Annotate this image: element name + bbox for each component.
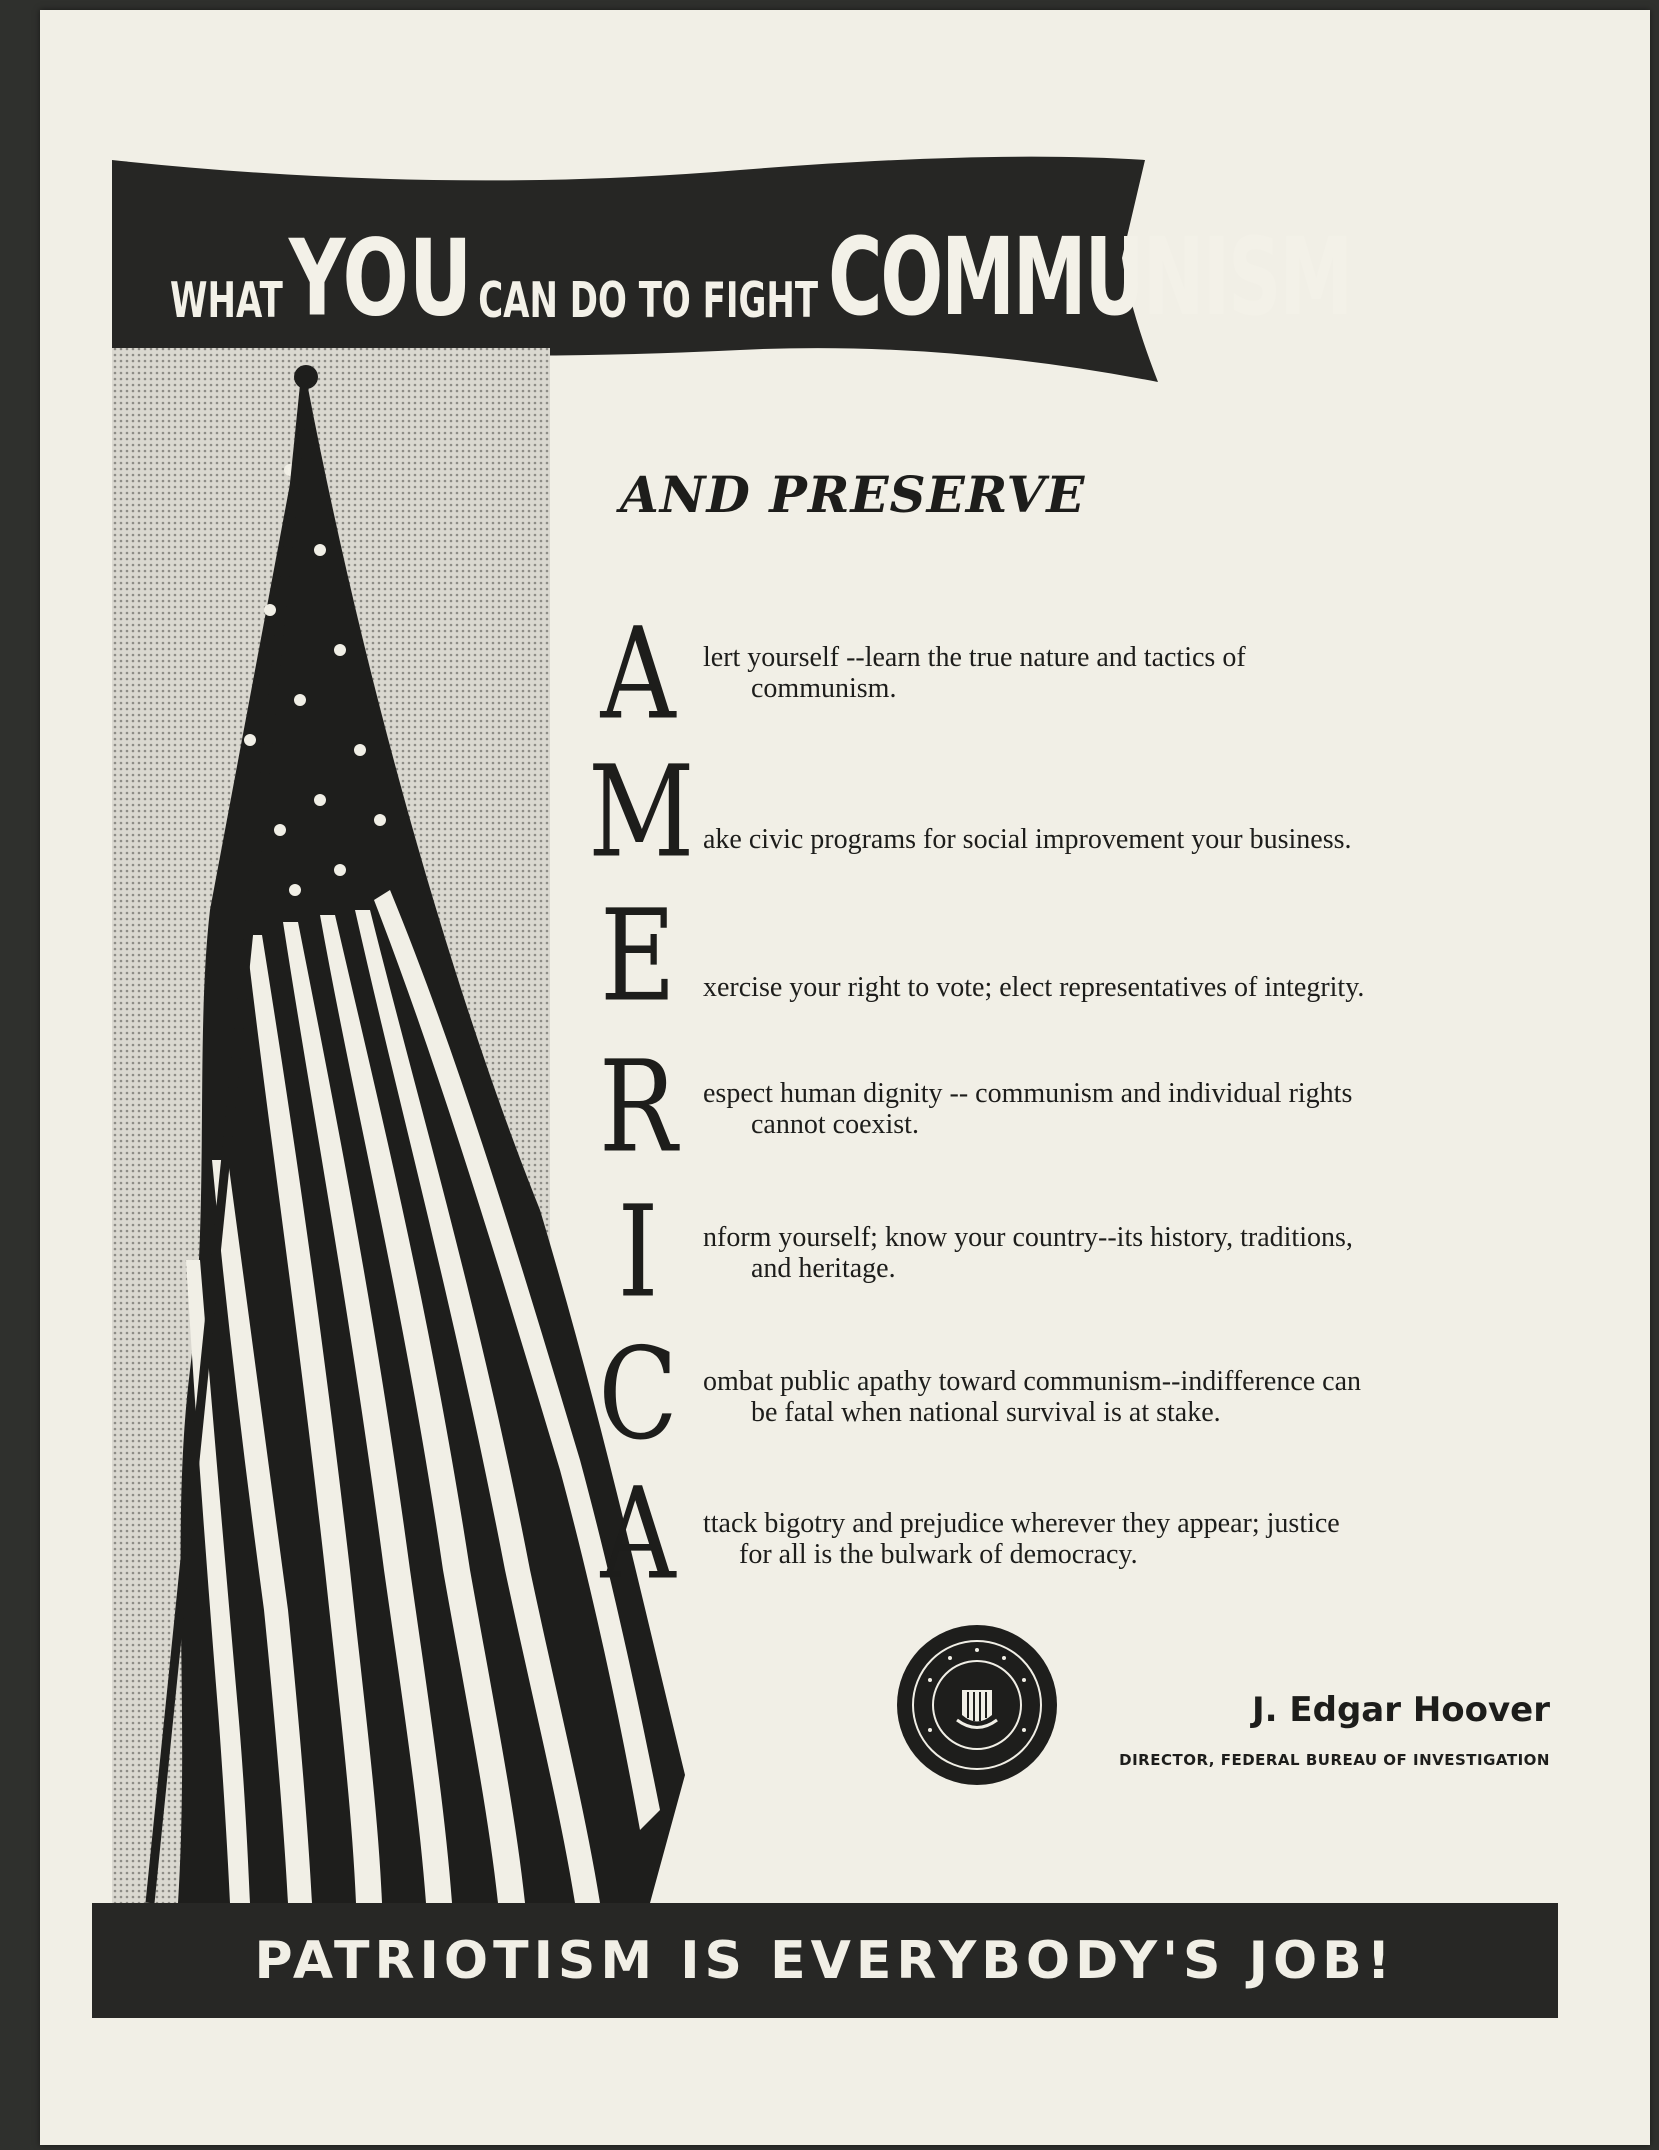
acrostic-letter: M bbox=[588, 737, 695, 886]
acrostic-text: lert yourself --learn the true nature and tactics of communism. bbox=[703, 642, 1246, 704]
acrostic-letter: I bbox=[617, 1177, 659, 1326]
header-communism: COMMUNISM bbox=[828, 215, 1352, 340]
acrostic-text: nform yourself; know your country--its history, traditions, and heritage. bbox=[703, 1222, 1353, 1284]
header-you: YOU bbox=[288, 218, 473, 340]
footer-slogan: PATRIOTISM IS EVERYBODY'S JOB! bbox=[254, 1930, 1396, 1991]
header-what: WHAT bbox=[170, 272, 283, 330]
leaflet-page bbox=[40, 10, 1650, 2145]
acrostic-text: ttack bigotry and prejudice wherever they appear; justice for all is the bulwark of democracy. bbox=[703, 1508, 1340, 1570]
acrostic-letter: R bbox=[598, 1032, 678, 1181]
acrostic-text: espect human dignity -- communism and individual rights cannot coexist. bbox=[703, 1078, 1353, 1140]
acrostic-text: xercise your right to vote; elect representatives of integrity. bbox=[703, 972, 1365, 1003]
footer-banner bbox=[92, 1903, 1558, 2018]
signature-title: DIRECTOR, FEDERAL BUREAU OF INVESTIGATION bbox=[1119, 1751, 1550, 1769]
acrostic-text: ombat public apathy toward communism--indifference can be fatal when national survival is at stake. bbox=[703, 1366, 1362, 1428]
acrostic-letter: C bbox=[598, 1319, 678, 1468]
signature-name: J. Edgar Hoover bbox=[1251, 1690, 1550, 1730]
acrostic-letter: A bbox=[600, 599, 676, 748]
acrostic-text: ake civic programs for social improvement your business. bbox=[703, 824, 1352, 855]
header-can-do: CAN DO TO FIGHT bbox=[478, 272, 819, 330]
acrostic-letter: E bbox=[600, 881, 676, 1030]
subtitle: AND PRESERVE bbox=[620, 465, 1086, 524]
acrostic-letter: A bbox=[600, 1459, 676, 1608]
